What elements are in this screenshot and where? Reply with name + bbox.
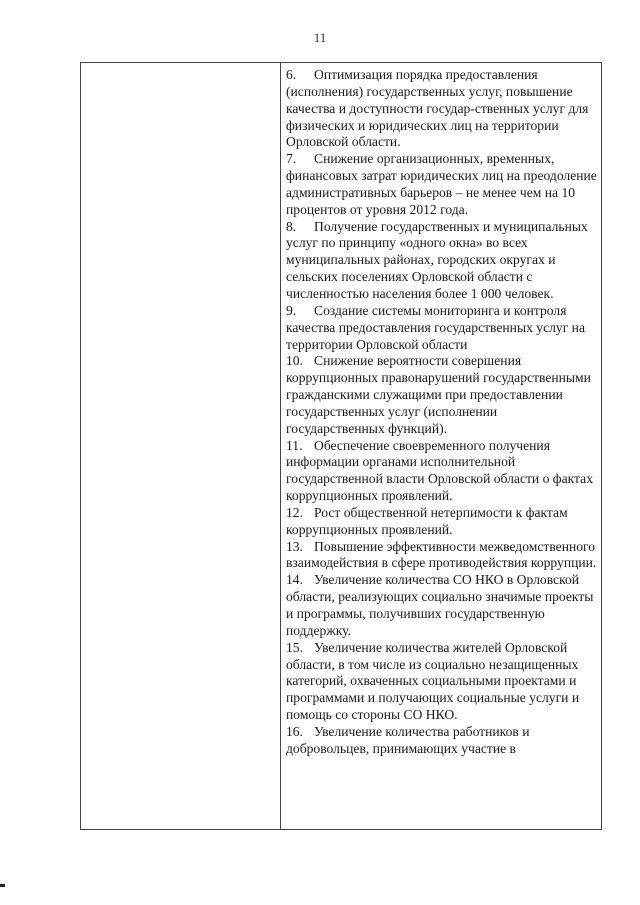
list-item [286,505,597,539]
item-number: 13. [286,538,303,554]
list-item [286,353,597,437]
table-left-column [81,63,281,829]
table-right-column [281,63,601,829]
item-number: 11. [286,437,303,453]
item-number: 12. [286,504,303,520]
list-item [286,151,597,218]
list-item [286,724,597,758]
item-text: Увеличение количества СО НКО в Орловской области, реализующих социально значимые проекты и программы, получивших государственную поддержку. [286,572,594,638]
outcome-list [286,67,597,758]
list-item [286,572,597,639]
item-text: Повышение эффективности межведомственного взаимодействия в сфере противодействия коррупции. [286,538,597,571]
item-text: Получение государственных и муниципальных услуг по принципу «одного окна» во всех муниципальных районах, городских округах и сельских поселениях Орловской области с численностью населения более 1 000 человек. [286,218,588,301]
list-item [286,219,597,303]
list-item [286,303,597,354]
item-text: Снижение вероятности совершения коррупционных правонарушений государственными гражданскими служащими при предоставлении государственных услуг (исполнении государственных функций). [286,353,591,436]
item-text: Увеличение количества работников и добровольцев, принимающих участие в [286,723,530,756]
item-text: Увеличение количества жителей Орловской области, в том числе из социально незащищенных категорий, охваченных социальными проектами и программами и получающих социальные услуги и помощь со стороны СО НКО. [286,639,580,723]
item-number: 10. [286,353,303,369]
item-number: 7. [286,151,297,167]
item-number: 9. [286,302,297,318]
list-item [286,539,597,573]
scan-edge-mark [0,884,5,887]
list-item [286,640,597,724]
item-text: Обеспечение своевременного получения информации органами исполнительной государственной власти Орловской области о фактах коррупционных проявлений. [286,437,593,504]
list-item [286,67,597,151]
document-table [80,62,602,830]
item-number: 15. [286,639,303,655]
item-text: Снижение организационных, временных, финансовых затрат юридических лиц на преодоление административных барьеров – не менее чем на 10 процентов от уровня 2012 года. [286,151,597,217]
item-text: Оптимизация порядка предоставления (исполнения) государственных услуг, повышение качества и доступности государ-ственных услуг для физических и юридических лиц на территории Орловской области. [286,67,589,150]
item-text: Создание системы мониторинга и контроля качества предоставления государственных услуг на территории Орловской области [286,302,585,352]
item-number: 16. [286,723,303,739]
item-number: 8. [286,218,297,234]
list-item [286,438,597,505]
page-number: 11 [313,30,327,45]
item-number: 6. [286,67,297,82]
item-text: Рост общественной нетерпимости к фактам коррупционных проявлений. [286,504,568,537]
item-number: 14. [286,572,303,588]
